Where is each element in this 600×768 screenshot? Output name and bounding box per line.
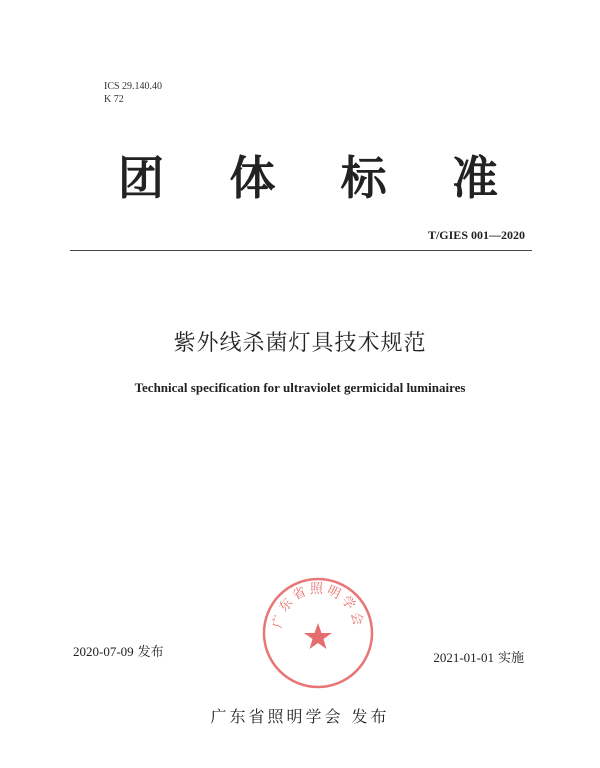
publish-label: 发布	[137, 644, 164, 659]
standard-type-char: 标	[340, 151, 387, 205]
seal-graphic	[260, 575, 376, 691]
title-english: Technical specification for ultraviolet germicidal luminaires	[134, 380, 466, 395]
header-divider	[70, 250, 532, 251]
seal-star-icon	[304, 623, 332, 649]
ccs-code: K 72	[104, 94, 124, 105]
standard-type-char: 准	[451, 151, 498, 205]
effective-date	[433, 647, 524, 666]
ics-code: ICS 29.140.40	[104, 81, 163, 92]
standard-type-char: 体	[229, 151, 276, 205]
publish-date-value: 2020-07-09	[73, 644, 134, 659]
issuer-name: 广东省照明学会	[210, 707, 344, 726]
standard-type-char: 团	[118, 151, 164, 205]
standard-code: T/GIES 001—2020	[427, 228, 525, 242]
issuer-line	[0, 704, 600, 727]
issuer-label: 发布	[351, 707, 390, 726]
effective-label: 实施	[497, 650, 524, 665]
publish-date	[73, 641, 164, 660]
title-chinese: 紫外线杀菌灯具技术规范	[173, 331, 427, 356]
effective-date-value: 2021-01-01	[433, 650, 494, 665]
official-seal	[260, 575, 376, 691]
standard-type-heading	[118, 150, 498, 206]
classification-block	[104, 80, 162, 106]
seal-text: 广东省照明学会	[270, 582, 366, 630]
